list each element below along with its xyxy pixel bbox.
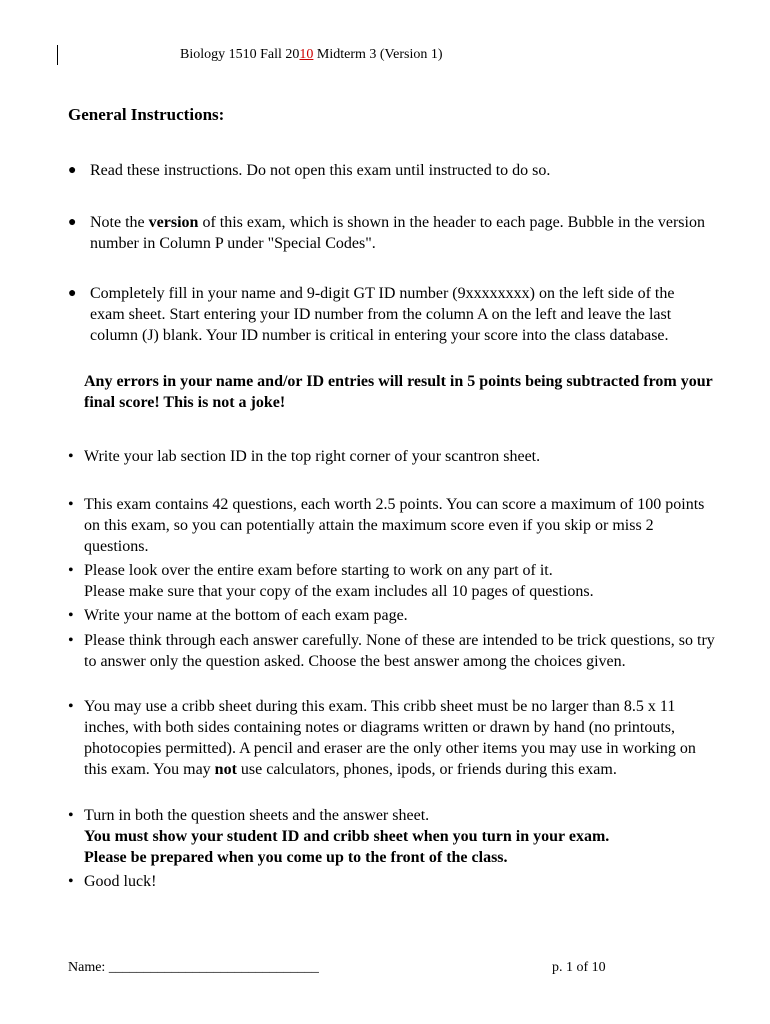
instruction-bullet-2 xyxy=(68,212,708,254)
list-item xyxy=(68,805,718,868)
text-line-bold: Please be prepared when you come up to the front of the class. xyxy=(84,849,508,866)
list-item-text: Write your lab section ID in the top right corner of your scantron sheet. xyxy=(84,448,541,465)
list-item-text: Write your name at the bottom of each exam page. xyxy=(84,607,408,624)
text-line: Please look over the entire exam before starting to work on any part of it. xyxy=(84,562,553,579)
list-item xyxy=(68,630,718,672)
bullet-icon: • xyxy=(68,448,74,465)
header-suffix: Midterm 3 (Version 1) xyxy=(313,47,443,62)
page-header xyxy=(180,47,443,63)
header-prefix: Biology 1510 Fall 20 xyxy=(180,47,300,62)
list-item-text xyxy=(84,560,718,602)
instruction-text: Read these instructions. Do not open this exam until instructed to do so. xyxy=(90,162,551,179)
bullet-icon: • xyxy=(68,562,74,579)
list-item-text xyxy=(84,805,718,868)
text-line-bold: You must show your student ID and cribb sheet when you turn in your exam. xyxy=(84,828,610,845)
instruction-bullet-1 xyxy=(68,160,708,181)
bullet-icon: • xyxy=(68,698,74,715)
text-part: Note the xyxy=(90,214,149,231)
margin-mark xyxy=(57,45,58,65)
list-item xyxy=(68,696,718,780)
instruction-bullet-3 xyxy=(68,283,708,346)
page-number: p. 1 of 10 xyxy=(552,960,606,975)
text-line: Please make sure that your copy of the exam includes all 10 pages of questions. xyxy=(84,583,594,600)
list-item xyxy=(68,446,718,467)
bullet-dot-icon: ● xyxy=(68,286,77,301)
not-emphasis: not xyxy=(214,761,237,778)
list-item-text: Please think through each answer carefully. None of these are intended to be trick questions, so try to answer only the question asked. Choose the best answer among the choices given. xyxy=(84,632,715,670)
warning-text: Any errors in your name and/or ID entries will result in 5 points being subtracted from your final score! This is not a joke! xyxy=(84,373,713,411)
list-item xyxy=(68,494,718,557)
text-line: Turn in both the question sheets and the answer sheet. xyxy=(84,807,430,824)
list-item xyxy=(68,605,718,626)
bullet-icon: • xyxy=(68,607,74,624)
bullet-icon: • xyxy=(68,496,74,513)
bullet-dot-icon: ● xyxy=(68,215,77,230)
list-item xyxy=(68,871,718,892)
header-year-edit: 10 xyxy=(299,47,314,62)
version-emphasis: version xyxy=(148,214,199,231)
text-part: You may use a cribb sheet during this exam. This cribb sheet must be no larger than 8.5 x 11 inches, with both sides containing notes or diagrams written or drawn by hand (no printouts, photocopies permitted). A pencil and eraser are the only other items you may use in working on this exam. You may xyxy=(84,698,696,778)
list-item-text: Good luck! xyxy=(84,873,157,890)
bullet-dot-icon: ● xyxy=(68,163,77,178)
instruction-text: Completely fill in your name and 9-digit GT ID number (9xxxxxxxx) on the left side of the exam sheet. Start entering your ID number from the column A on the left and leave the last column (J) blank. Your ID number is critical in entering your score into the class database. xyxy=(90,285,675,344)
text-part: of this exam, which is shown in the header to each page. Bubble in the version number in Column P under "Special Codes". xyxy=(90,214,705,252)
list-item-text: This exam contains 42 questions, each worth 2.5 points. You can score a maximum of 100 points on this exam, so you can potentially attain the maximum score even if you skip or miss 2 questions. xyxy=(84,496,705,555)
list-item-text xyxy=(84,696,718,780)
name-field: Name: ______________________________ xyxy=(68,960,319,975)
instruction-text xyxy=(90,212,708,254)
bullet-icon: • xyxy=(68,873,74,890)
list-item xyxy=(68,560,718,602)
bullet-icon: • xyxy=(68,632,74,649)
bullet-icon: • xyxy=(68,807,74,824)
text-part: use calculators, phones, ipods, or friends during this exam. xyxy=(236,761,617,778)
page-title: General Instructions: xyxy=(68,105,225,124)
